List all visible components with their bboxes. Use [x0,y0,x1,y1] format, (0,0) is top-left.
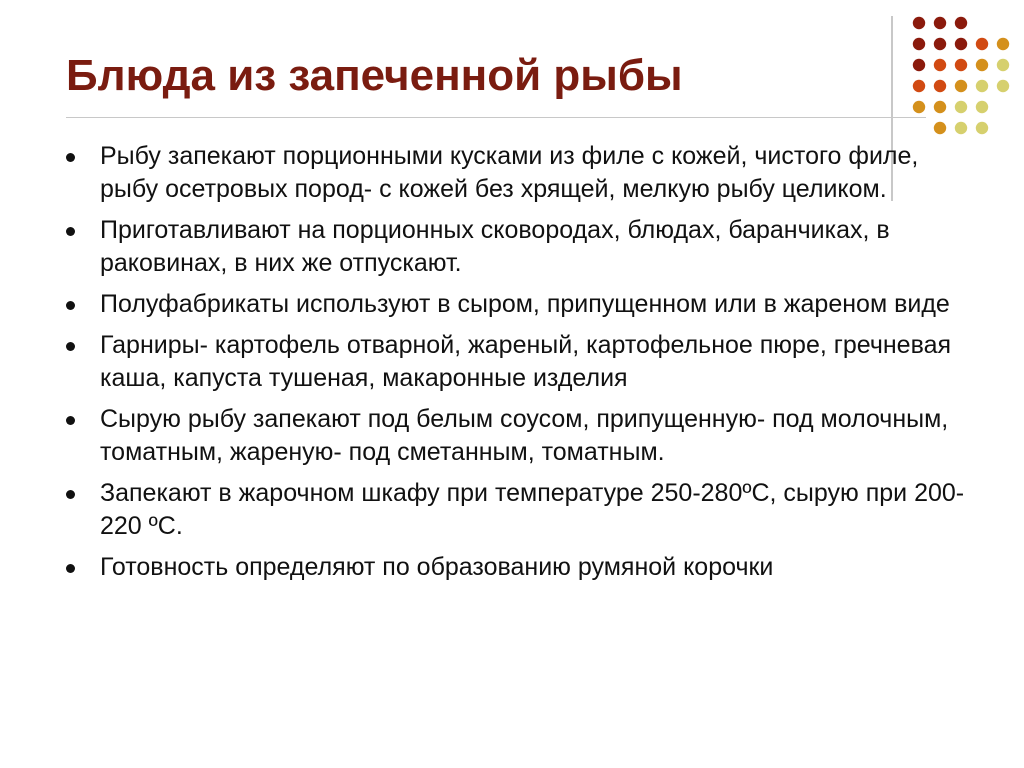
decorative-dot [976,80,988,92]
bullet-item [62,214,982,280]
decorative-dot [976,122,988,134]
bullet-marker-icon [66,227,75,236]
bullet-item [62,551,982,584]
bullet-text: Сырую рыбу запекают под белым соусом, припущенную- под молочным, томатным, жареную- под сметанным, томатным. [100,405,949,466]
bullet-item [62,403,982,469]
decorative-dot [955,17,967,29]
decorative-dot [913,101,925,113]
bullet-marker-icon [66,153,75,162]
bullet-text: Приготавливают на порционных сковородах, блюдах, баранчиках, в раковинах, в них же отпускают. [100,216,890,277]
decorative-dot [934,17,946,29]
bullet-item [62,140,982,206]
decorative-dot [997,38,1009,50]
decorative-dot [934,101,946,113]
bullet-marker-icon [66,490,75,499]
decorative-dot [997,80,1009,92]
bullet-list [62,140,982,592]
bullet-item [62,288,982,321]
bullet-text: Готовность определяют по образованию румяной корочки [100,553,774,581]
bullet-text: Рыбу запекают порционными кусками из филе с кожей, чистого филе, рыбу осетровых пород- с кожей без хрящей, мелкую рыбу целиком. [100,142,919,203]
decorative-dot [955,38,967,50]
decorative-dot [955,101,967,113]
bullet-item [62,477,982,543]
bullet-marker-icon [66,301,75,310]
bullet-marker-icon [66,342,75,351]
decorative-dot [976,59,988,71]
bullet-text: Полуфабрикаты используют в сыром, припущенном или в жареном виде [100,290,950,318]
decorative-dot [955,59,967,71]
decorative-dot [976,38,988,50]
decorative-dot [934,80,946,92]
bullet-marker-icon [66,416,75,425]
decorative-dot [913,80,925,92]
slide-title: Блюда из запеченной рыбы [66,51,683,100]
decorative-dot [934,122,946,134]
decorative-dot [913,59,925,71]
decorative-dot [976,101,988,113]
bullet-text: Запекают в жарочном шкафу при температуре 250-280ºС, сырую при 200-220 ºС. [100,479,965,540]
decorative-dot [997,59,1009,71]
decorative-dot [934,59,946,71]
decorative-dot [955,80,967,92]
bullet-marker-icon [66,564,75,573]
decorative-dot [955,122,967,134]
horizontal-divider-line [66,117,926,118]
decorative-dot [934,38,946,50]
decorative-dot [913,17,925,29]
bullet-text: Гарниры- картофель отварной, жареный, картофельное пюре, гречневая каша, капуста тушеная, макаронные изделия [100,331,952,392]
decorative-dot [913,38,925,50]
bullet-item [62,329,982,395]
